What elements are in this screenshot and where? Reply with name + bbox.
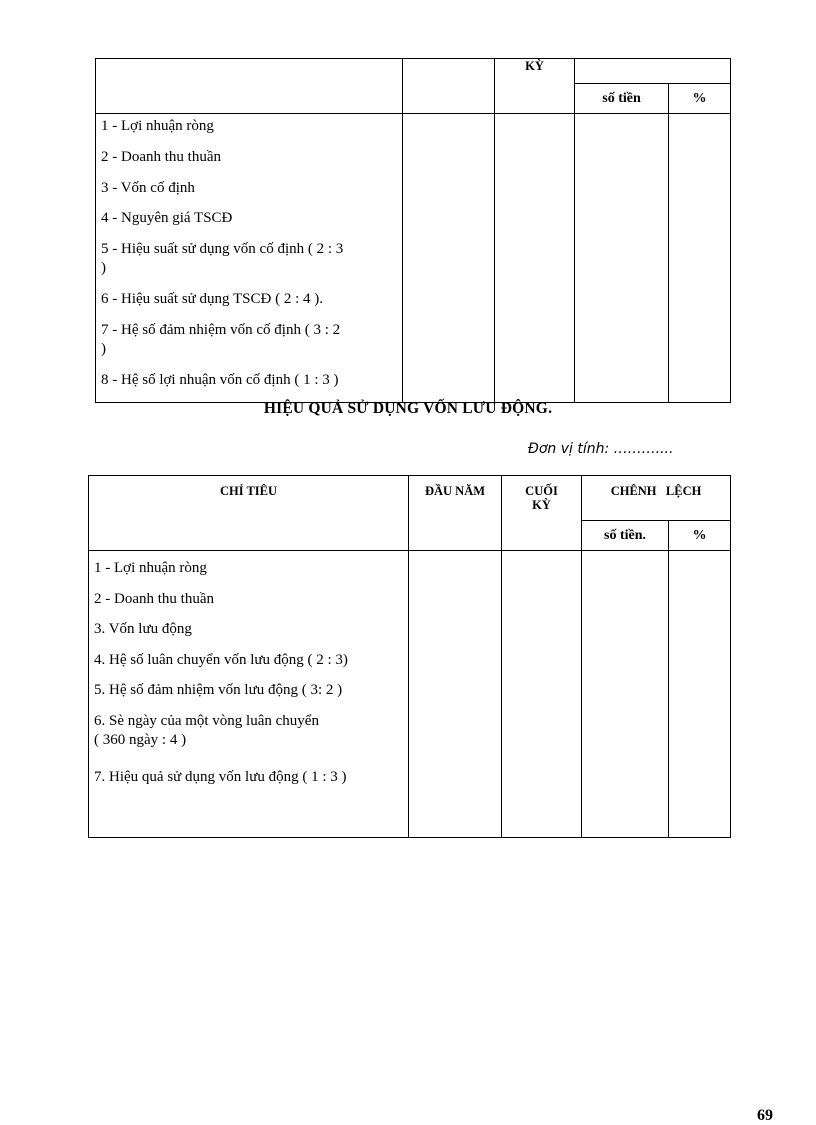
header-difference-label: CHÊNH LỆCH xyxy=(610,484,702,498)
start-values-cell xyxy=(409,551,502,838)
header-indicator xyxy=(89,476,409,551)
list-item: 3. Vốn lưu động xyxy=(94,621,192,637)
header-indicator-cell xyxy=(96,59,403,114)
list-item: 7 - Hệ số đảm nhiệm vốn cố định ( 3 : 2 ) xyxy=(101,322,341,357)
page-number: 69 xyxy=(757,1107,773,1124)
list-item: 6. Sè ngày của một vòng luân chuyển ( 360 ngày : 4 ) xyxy=(94,713,319,748)
list-item: 3 - Vốn cố định xyxy=(101,180,195,196)
list-item: 7. Hiệu quả sử dụng vốn lưu động ( 1 : 3 ) xyxy=(94,769,347,785)
list-item: 1 - Lợi nhuận ròng xyxy=(101,118,214,134)
header-amount: số tiền. xyxy=(582,521,669,551)
header-end-period-label: KỲ xyxy=(525,59,544,73)
header-indicator-label: CHỈ TIÊU xyxy=(219,484,278,498)
start-values-cell xyxy=(403,114,495,403)
amount-values-cell xyxy=(582,551,669,838)
list-item: 1 - Lợi nhuận ròng xyxy=(94,560,207,576)
list-item: 4 - Nguyên giá TSCĐ xyxy=(101,210,233,226)
header-percent: % xyxy=(669,521,731,551)
indicator-list xyxy=(89,551,409,838)
header-percent: % xyxy=(669,84,731,114)
list-item: 8 - Hệ số lợi nhuận vốn cố định ( 1 : 3 ) xyxy=(101,372,339,388)
list-item: 5. Hệ số đảm nhiệm vốn lưu động ( 3: 2 ) xyxy=(94,682,343,698)
header-start-cell xyxy=(403,59,495,114)
end-values-cell xyxy=(495,114,575,403)
header-end-period xyxy=(495,59,575,114)
end-values-cell xyxy=(502,551,582,838)
list-item: 2 - Doanh thu thuần xyxy=(94,591,214,607)
header-end-period xyxy=(502,476,582,551)
section-title: HIỆU QUẢ SỬ DỤNG VỐN LƯU ĐỘNG. xyxy=(263,400,553,417)
working-capital-table xyxy=(88,475,731,838)
header-difference xyxy=(582,476,731,521)
header-amount: số tiền xyxy=(575,84,669,114)
indicator-list xyxy=(96,114,403,403)
list-item: 2 - Doanh thu thuần xyxy=(101,149,221,165)
list-item: 5 - Hiệu suất sử dụng vốn cố định ( 2 : 3 ) xyxy=(101,241,344,276)
list-item: 4. Hệ số luân chuyển vốn lưu động ( 2 : 3) xyxy=(94,652,348,668)
header-start-year xyxy=(409,476,502,551)
percent-values-cell xyxy=(669,551,731,838)
amount-values-cell xyxy=(575,114,669,403)
fixed-capital-table xyxy=(95,58,731,403)
list-item: 6 - Hiệu suất sử dụng TSCĐ ( 2 : 4 ). xyxy=(101,291,324,307)
header-start-year-label: ĐẦU NĂM xyxy=(424,484,486,498)
header-end-period-label: CUỐI KỲ xyxy=(525,484,558,512)
header-difference-cell xyxy=(575,59,731,84)
unit-label: Đơn vị tính: ……….... xyxy=(528,441,674,457)
percent-values-cell xyxy=(669,114,731,403)
